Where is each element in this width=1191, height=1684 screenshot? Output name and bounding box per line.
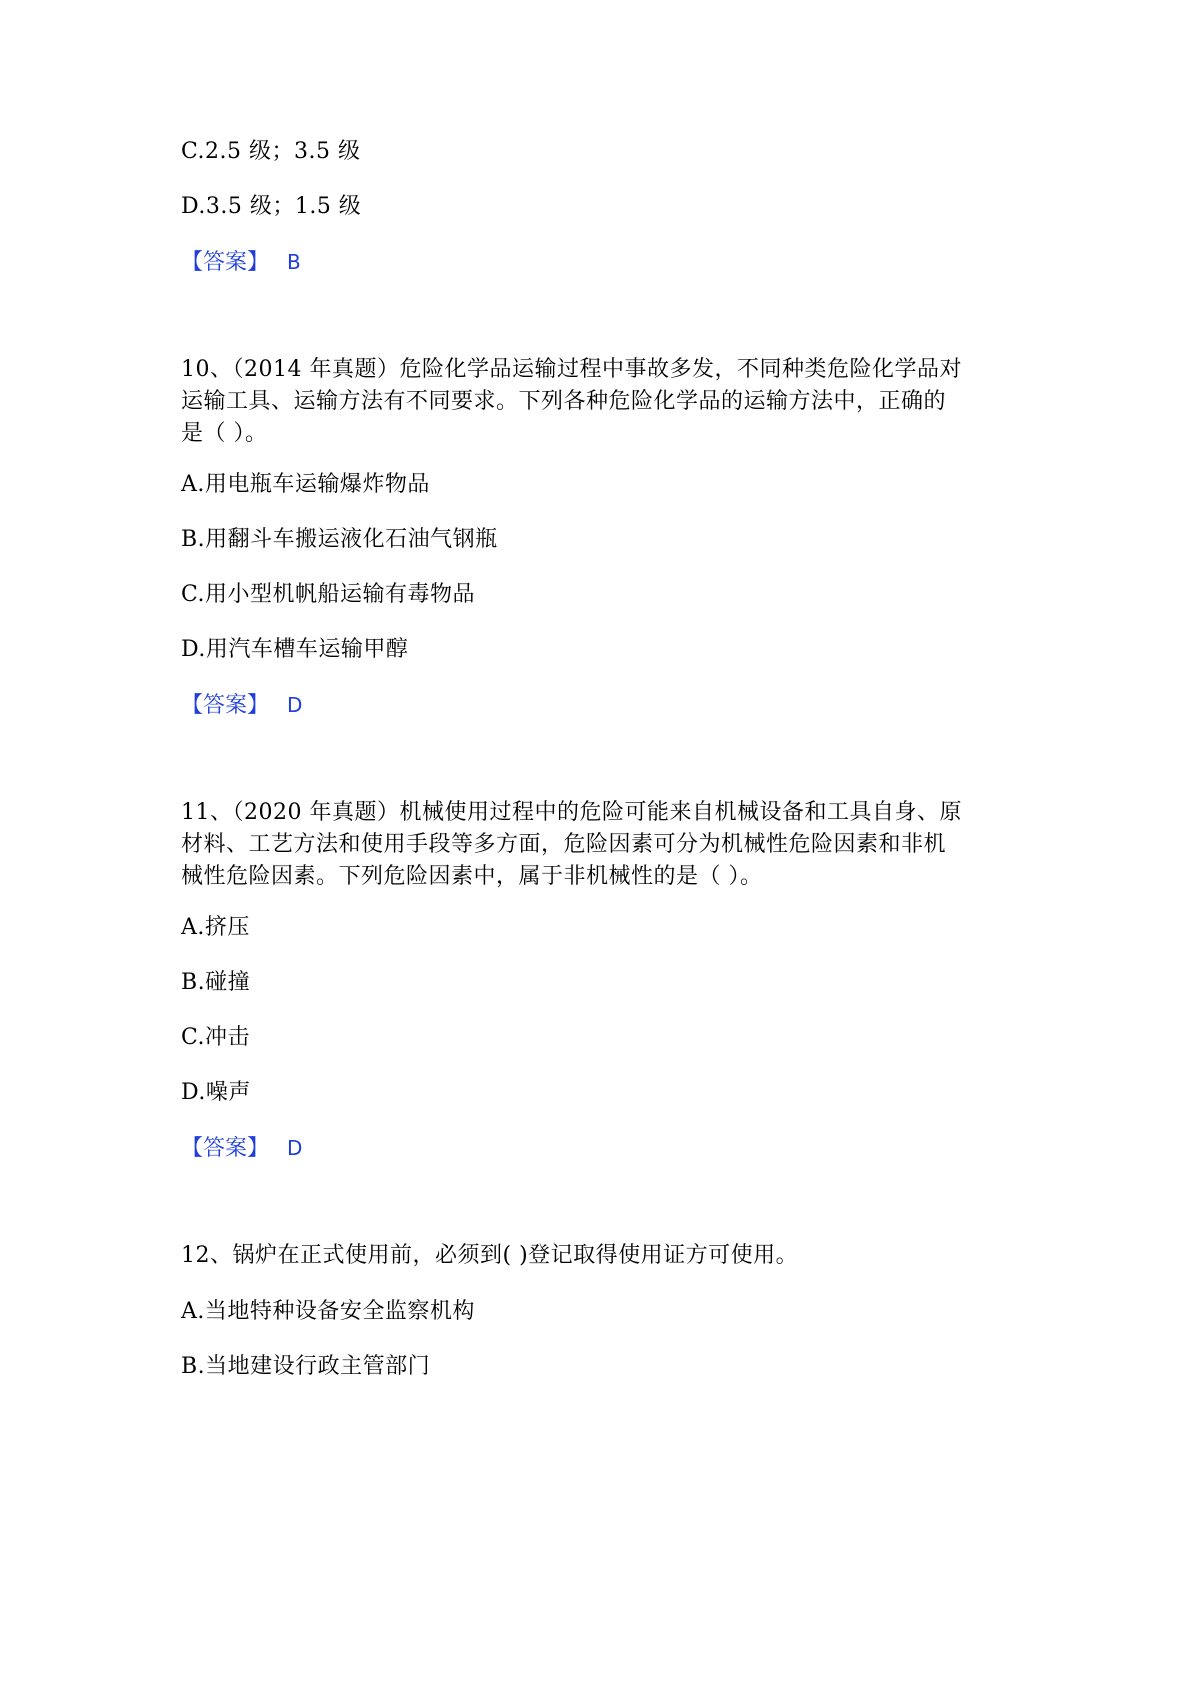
q10-stem-line: 运输工具、运输方法有不同要求。下列各种危险化学品的运输方法中，正确的 [181, 389, 947, 414]
q10-stem-line: 是（ ）。 [181, 421, 268, 446]
answer-value: D [287, 1136, 303, 1160]
q11-option-c: C.冲击 [181, 1025, 251, 1050]
q9-answer [181, 246, 301, 279]
q12-option-b: B.当地建设行政主管部门 [181, 1354, 431, 1379]
q10-option-d: D.用汽车槽车运输甲醇 [181, 637, 409, 662]
q12-stem-line: 12、锅炉在正式使用前，必须到( )登记取得使用证方可使用。 [181, 1243, 799, 1268]
q10-answer [181, 689, 302, 722]
q11-stem [181, 797, 1011, 893]
q10-stem-line: 10、（2014 年真题）危险化学品运输过程中事故多发，不同种类危险化学品对 [181, 357, 962, 382]
q11-stem-line: 11、（2020 年真题）机械使用过程中的危险可能来自机械设备和工具自身、原 [181, 800, 962, 825]
q10-option-a: A.用电瓶车运输爆炸物品 [181, 472, 430, 497]
q11-answer [181, 1132, 302, 1165]
answer-label: 【答案】 [181, 250, 270, 275]
q12-stem [181, 1240, 1011, 1272]
q12-option-a: A.当地特种设备安全监察机构 [181, 1299, 475, 1324]
q9-option-c: C.2.5 级；3.5 级 [181, 139, 361, 164]
q11-stem-line: 材料、工艺方法和使用手段等多方面，危险因素可分为机械性危险因素和非机 [181, 832, 947, 857]
q10-stem [181, 354, 1011, 450]
q9-option-d: D.3.5 级；1.5 级 [181, 194, 362, 219]
q11-option-d: D.噪声 [181, 1080, 251, 1105]
answer-label: 【答案】 [181, 693, 270, 718]
q10-option-b: B.用翻斗车搬运液化石油气钢瓶 [181, 527, 498, 552]
q11-stem-line: 械性危险因素。下列危险因素中，属于非机械性的是（ ）。 [181, 864, 763, 889]
answer-value: D [287, 693, 303, 717]
answer-label: 【答案】 [181, 1136, 270, 1161]
q11-option-a: A.挤压 [181, 915, 250, 940]
q10-option-c: C.用小型机帆船运输有毒物品 [181, 582, 476, 607]
q11-option-b: B.碰撞 [181, 970, 251, 995]
answer-value: B [287, 250, 301, 274]
